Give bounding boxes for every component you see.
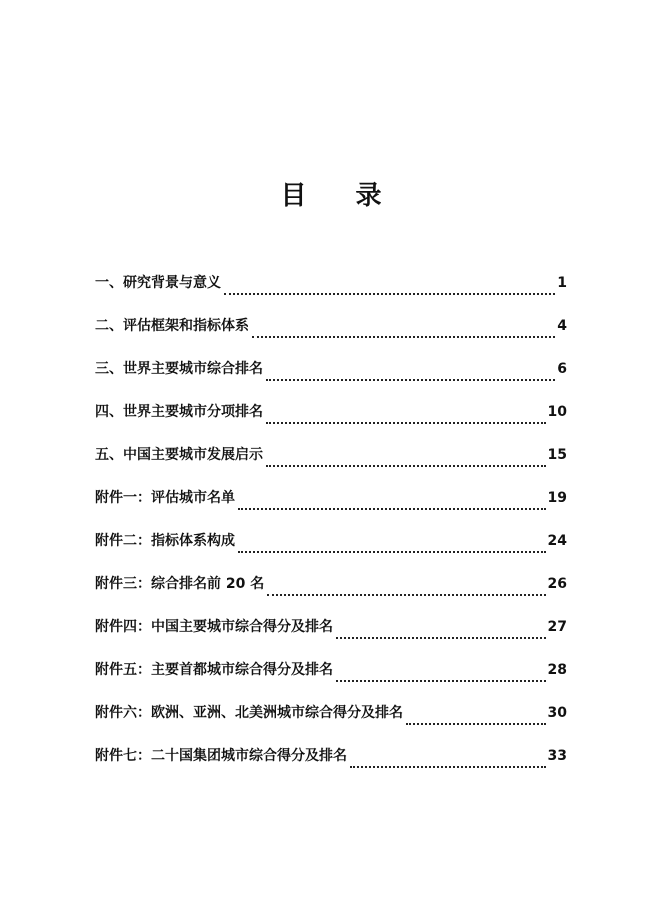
toc-list bbox=[95, 272, 567, 788]
toc-entry-label: 附件四：中国主要城市综合得分及排名 bbox=[95, 619, 333, 635]
toc-dot-leader bbox=[336, 680, 546, 682]
toc-entry[interactable] bbox=[95, 358, 567, 401]
toc-dot-leader bbox=[267, 594, 545, 596]
toc-entry-page: 33 bbox=[547, 748, 567, 764]
toc-dot-leader bbox=[266, 465, 546, 467]
toc-dot-leader bbox=[238, 508, 546, 510]
toc-entry[interactable] bbox=[95, 444, 567, 487]
toc-entry-page: 6 bbox=[557, 361, 567, 377]
toc-entry-page: 28 bbox=[547, 662, 567, 678]
toc-entry-label: 附件五：主要首都城市综合得分及排名 bbox=[95, 662, 333, 678]
toc-entry-page: 27 bbox=[547, 619, 567, 635]
toc-entry-label: 附件二：指标体系构成 bbox=[95, 533, 235, 549]
toc-entry[interactable] bbox=[95, 315, 567, 358]
toc-dot-leader bbox=[336, 637, 546, 639]
toc-entry[interactable] bbox=[95, 616, 567, 659]
toc-entry[interactable] bbox=[95, 659, 567, 702]
toc-entry[interactable] bbox=[95, 530, 567, 573]
toc-dot-leader bbox=[224, 293, 555, 295]
toc-entry-label: 三、世界主要城市综合排名 bbox=[95, 361, 263, 377]
toc-entry-page: 30 bbox=[547, 705, 567, 721]
toc-dot-leader bbox=[238, 551, 546, 553]
toc-entry-label: 四、世界主要城市分项排名 bbox=[95, 404, 263, 420]
toc-dot-leader bbox=[266, 422, 546, 424]
toc-entry-page: 10 bbox=[547, 404, 567, 420]
toc-entry-label: 附件六：欧洲、亚洲、北美洲城市综合得分及排名 bbox=[95, 705, 403, 721]
toc-entry-label: 附件一：评估城市名单 bbox=[95, 490, 235, 506]
toc-entry-label: 附件三：综合排名前 20 名 bbox=[95, 576, 265, 592]
toc-entry-label: 五、中国主要城市发展启示 bbox=[95, 447, 263, 463]
toc-entry-label: 附件七：二十国集团城市综合得分及排名 bbox=[95, 748, 347, 764]
toc-entry[interactable] bbox=[95, 401, 567, 444]
toc-dot-leader bbox=[350, 766, 546, 768]
toc-entry[interactable] bbox=[95, 487, 567, 530]
toc-entry-label: 一、研究背景与意义 bbox=[95, 275, 221, 291]
toc-dot-leader bbox=[252, 336, 555, 338]
toc-entry[interactable] bbox=[95, 272, 567, 315]
toc-entry[interactable] bbox=[95, 745, 567, 788]
toc-entry-page: 4 bbox=[557, 318, 567, 334]
toc-entry-label: 二、评估框架和指标体系 bbox=[95, 318, 249, 334]
toc-title: 目 录 bbox=[280, 181, 402, 211]
toc-dot-leader bbox=[406, 723, 546, 725]
toc-entry-page: 26 bbox=[547, 576, 567, 592]
toc-entry[interactable] bbox=[95, 702, 567, 745]
toc-entry-page: 24 bbox=[547, 533, 567, 549]
toc-entry-page: 15 bbox=[547, 447, 567, 463]
toc-entry-page: 19 bbox=[547, 490, 567, 506]
toc-entry-page: 1 bbox=[557, 275, 567, 291]
toc-dot-leader bbox=[266, 379, 555, 381]
toc-entry[interactable] bbox=[95, 573, 567, 616]
